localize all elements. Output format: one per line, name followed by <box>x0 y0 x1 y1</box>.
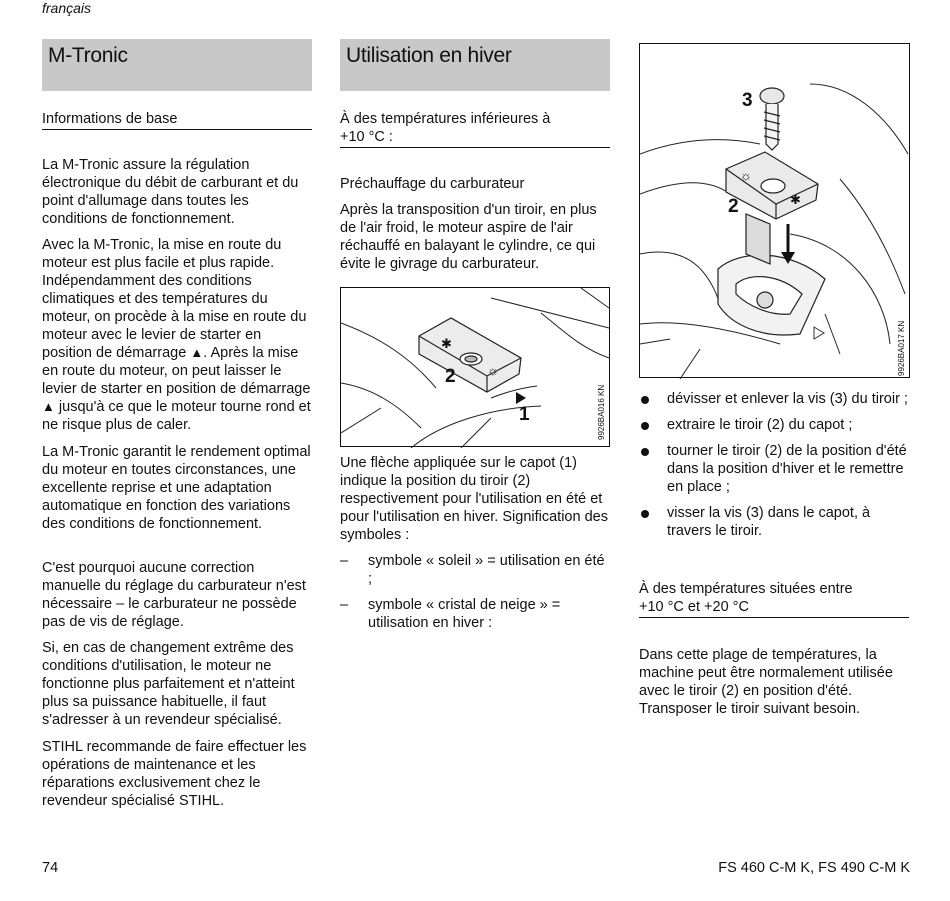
start-position-icon: ▲ <box>190 345 204 360</box>
text-segment: jusqu'à ce que le moteur tourne rond et ne risque plus de caler. <box>42 399 311 433</box>
model-designation: FS 460 C-M K, FS 490 C-M K <box>718 860 910 876</box>
figure-slide-removal <box>639 43 910 378</box>
cover-arrow-icon <box>516 392 526 404</box>
subheading-line: +10 °C et +20 °C <box>639 599 749 615</box>
subheading-10-to-20 <box>639 580 909 618</box>
bullet-icon <box>641 422 649 430</box>
svg-text:☼: ☼ <box>487 363 499 378</box>
svg-text:✱: ✱ <box>441 336 452 351</box>
callout-2: 2 <box>445 366 456 387</box>
bullet-icon <box>641 510 649 518</box>
bullet-icon <box>641 396 649 404</box>
cover-arrow-icon <box>814 327 824 339</box>
list-item <box>340 596 612 632</box>
svg-text:☼: ☼ <box>740 168 752 183</box>
text-segment: Avec la M-Tronic, la mise en route du moteur est plus facile et plus rapide. Indépendamment des conditions climatiques et des températures du moteur, on procède à la mise en route du moteur avec le levier de starter en position de démarrage <box>42 237 307 361</box>
subheading-line: À des températures inférieures à <box>340 111 551 127</box>
list-item <box>340 552 612 588</box>
callout-2: 2 <box>728 196 739 217</box>
list-item-text: symbole « cristal de neige » = utilisation en hiver : <box>368 597 561 631</box>
list-item <box>639 504 911 540</box>
start-position-icon: ▲ <box>42 399 55 414</box>
svg-text:✱: ✱ <box>790 192 801 207</box>
section-title-winter: Utilisation en hiver <box>340 39 610 91</box>
slide-illustration <box>640 44 911 379</box>
paragraph: Après la transposition d'un tiroir, en plus de l'air froid, le moteur aspire de l'air réchauffé en balayant le cylindre, ce qui évite le givrage du carburateur. <box>340 202 597 272</box>
callout-1: 1 <box>519 404 530 425</box>
paragraph: La M-Tronic garantit le rendement optimal du moteur en toutes circonstances, une excellente reprise et une adaptation automatique en fonction des variations des conditions de fonctionnement. <box>42 444 311 532</box>
callout-3: 3 <box>742 90 753 111</box>
language-label: français <box>42 0 92 16</box>
figure-code: 9926BA017 KN <box>897 320 906 376</box>
dash-marker: – <box>340 553 349 569</box>
list-item <box>639 442 911 496</box>
subheading-line: À des températures situées entre <box>639 581 853 597</box>
paragraph: C'est pourquoi aucune correction manuelle du réglage du carburateur n'est nécessaire – le carburateur ne possède pas de vis de réglage. <box>42 560 306 630</box>
list-item <box>639 416 911 434</box>
list-item-text: extraire le tiroir (2) du capot ; <box>667 417 853 433</box>
text-segment: . Après la mise en route du moteur, on peut laisser le levier de starter en position de démarrage <box>42 345 311 397</box>
paragraph-starter <box>42 236 314 434</box>
list-item-text: visser la vis (3) dans le capot, à travers le tiroir. <box>667 505 871 539</box>
paragraph: STIHL recommande de faire effectuer les opérations de maintenance et les réparations exclusivement chez le revendeur spécialisé STIHL. <box>42 739 307 809</box>
symbol-list <box>340 552 612 632</box>
paragraph: Une flèche appliquée sur le capot (1) indique la position du tiroir (2) respectivement pour l'utilisation en été et pour l'utilisation en hiver. Signification des symboles : <box>340 455 608 543</box>
subheading-below-10 <box>340 110 610 148</box>
bullet-icon <box>641 448 649 456</box>
dash-marker: – <box>340 597 349 613</box>
page-number: 74 <box>42 860 59 876</box>
paragraph: Si, en cas de changement extrême des conditions d'utilisation, le moteur ne fonctionne plus parfaitement et n'atteint plus sa puissance habituelle, il faut s'adresser à un revendeur spécialisé. <box>42 640 295 728</box>
paragraph: Dans cette plage de températures, la machine peut être normalement utilisée avec le tiroir (2) en position d'été. Transposer le tiroir suivant besoin. <box>639 647 893 717</box>
list-item-text: symbole « soleil » = utilisation en été ; <box>368 553 605 587</box>
section-title-m-tronic: M-Tronic <box>42 39 312 91</box>
list-item <box>639 390 911 408</box>
list-item-text: dévisser et enlever la vis (3) du tiroir ; <box>667 391 908 407</box>
subheading-basic-info: Informations de base <box>42 110 312 130</box>
cover-illustration <box>341 288 611 448</box>
list-item-text: tourner le tiroir (2) de la position d'été dans la position d'hiver et le remettre en place ; <box>667 443 907 495</box>
minor-heading: Préchauffage du carburateur <box>340 176 525 192</box>
paragraph: La M-Tronic assure la régulation électronique du débit de carburant et du point d'allumage dans toutes les conditions de fonctionnement. <box>42 157 299 227</box>
subheading-line: +10 °C : <box>340 129 393 145</box>
figure-cover-arrow <box>340 287 610 447</box>
figure-code: 9926BA016 KN <box>597 384 606 440</box>
steps-list <box>639 390 911 540</box>
